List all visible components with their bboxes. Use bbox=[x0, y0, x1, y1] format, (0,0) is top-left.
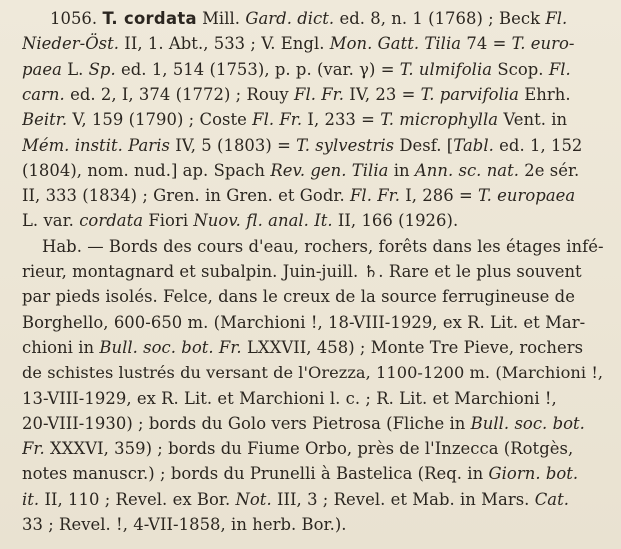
italic-text: T. parvifolia bbox=[420, 84, 520, 104]
text-line bbox=[22, 436, 606, 462]
text-segment: Ehrh. bbox=[519, 84, 571, 104]
italic-text: carn. bbox=[22, 84, 65, 104]
text-segment: in bbox=[388, 160, 415, 180]
text-segment: Fiori bbox=[143, 211, 194, 231]
text-line bbox=[22, 133, 606, 159]
italic-text: Fl. bbox=[548, 59, 571, 79]
text-line bbox=[22, 57, 606, 83]
italic-text: T. europaea bbox=[478, 186, 576, 206]
text-line bbox=[22, 82, 606, 108]
text-segment: 13-VIII-1929, ex R. Lit. et Marchioni l. c. ; R. Lit. et Marchioni !, bbox=[22, 388, 557, 408]
text-segment: IV, 5 (1803) = bbox=[169, 135, 297, 155]
italic-text: cordata bbox=[79, 211, 144, 231]
text-segment: Hab. — Bords des cours d'eau, rochers, forêts dans les étages infé- bbox=[42, 236, 604, 256]
text-segment: ed. 8, n. 1 (1768) ; Beck bbox=[334, 9, 546, 28]
text-segment: II, 166 (1926). bbox=[332, 211, 459, 231]
species-name: T. cordata bbox=[102, 9, 197, 28]
text-segment: (1804), nom. nud.] ap. Spach bbox=[22, 160, 271, 180]
text-segment: V, 159 (1790) ; Coste bbox=[67, 110, 253, 130]
italic-text: Ann. sc. nat. bbox=[414, 160, 520, 180]
italic-text: T. ulmifolia bbox=[399, 59, 493, 79]
text-segment: de schistes lustrés du versant de l'Orezza, 1100-1200 m. (Marchioni !, bbox=[22, 363, 604, 383]
italic-text: Fl. bbox=[545, 9, 568, 28]
text-line bbox=[22, 360, 606, 386]
text-segment: LXXVII, 458) ; Monte Tre Pieve, rochers bbox=[241, 337, 584, 357]
text-line bbox=[22, 487, 606, 513]
text-segment: Borghello, 600-650 m. (Marchioni !, 18-VIII-1929, ex R. Lit. et Mar- bbox=[22, 312, 586, 332]
italic-text: Cat. bbox=[534, 489, 570, 509]
italic-text: Sp. bbox=[88, 59, 116, 79]
text-segment: ed. 1, 152 bbox=[493, 135, 583, 155]
text-segment: 2e sér. bbox=[519, 160, 580, 180]
italic-text: Fl. Fr. bbox=[252, 110, 303, 130]
text-segment: 1056. bbox=[50, 9, 103, 28]
text-line bbox=[22, 208, 606, 234]
italic-text: T. euro- bbox=[511, 34, 575, 54]
italic-text: Mon. Gatt. Tilia bbox=[329, 34, 462, 54]
text-line bbox=[22, 461, 606, 487]
text-segment: I, 286 = bbox=[400, 186, 479, 206]
italic-text: Fr. bbox=[22, 439, 45, 459]
text-segment: III, 3 ; Revel. et Mab. in Mars. bbox=[271, 489, 535, 509]
italic-text: Gard. dict. bbox=[245, 9, 335, 28]
text-segment: rieur, montagnard et subalpin. Juin-juill. ♄. Rare et le plus souvent bbox=[22, 262, 582, 281]
text-line bbox=[22, 259, 606, 285]
italic-text: Nuov. fl. anal. It. bbox=[193, 211, 333, 231]
italic-text: Giorn. bot. bbox=[488, 464, 579, 484]
text-line bbox=[22, 386, 606, 412]
text-segment: L. var. bbox=[22, 211, 80, 231]
text-segment: L. bbox=[61, 59, 89, 79]
italic-text: Nieder-Öst. bbox=[22, 34, 120, 54]
text-line bbox=[22, 335, 606, 361]
text-segment: par pieds isolés. Felce, dans le creux de la source ferrugineuse de bbox=[22, 287, 575, 307]
text-line bbox=[22, 183, 606, 209]
italic-text: Fl. Fr. bbox=[349, 186, 400, 206]
italic-text: Not. bbox=[235, 489, 272, 509]
text-segment: XXXVI, 359) ; bords du Fiume Orbo, près de l'Inzecca (Rotgès, bbox=[44, 439, 574, 459]
text-line bbox=[22, 512, 606, 538]
text-segment: II, 333 (1834) ; Gren. in Gren. et Godr. bbox=[22, 186, 350, 206]
text-segment: ed. 2, I, 374 (1772) ; Rouy bbox=[64, 84, 295, 104]
text-line bbox=[22, 411, 606, 437]
text-segment: 33 ; Revel. !, 4-VII-1858, in herb. Bor.). bbox=[22, 515, 347, 534]
text-segment: Desf. [ bbox=[394, 135, 454, 155]
text-line bbox=[22, 107, 606, 133]
italic-text: Beitr. bbox=[22, 110, 68, 130]
text-segment: IV, 23 = bbox=[344, 84, 421, 104]
text-segment: Scop. bbox=[492, 59, 549, 79]
text-segment: chioni in bbox=[22, 337, 100, 357]
italic-text: Bull. soc. bot. Fr. bbox=[99, 337, 242, 357]
italic-text: paea bbox=[22, 59, 62, 79]
text-segment: I, 233 = bbox=[302, 110, 381, 130]
text-segment: II, 1. Abt., 533 ; V. Engl. bbox=[119, 34, 330, 54]
text-line bbox=[42, 234, 606, 260]
text-segment: Mill. bbox=[196, 9, 246, 28]
text-line bbox=[22, 284, 606, 310]
italic-text: Fl. Fr. bbox=[294, 84, 345, 104]
text-segment: II, 110 ; Revel. ex Bor. bbox=[39, 489, 236, 509]
text-line bbox=[50, 6, 606, 32]
text-line bbox=[22, 31, 606, 57]
italic-text: Bull. soc. bot. bbox=[470, 413, 585, 433]
text-segment: 20-VIII-1930) ; bords du Golo vers Pietrosa (Fliche in bbox=[22, 413, 471, 433]
text-segment: notes manuscr.) ; bords du Prunelli à Bastelica (Req. in bbox=[22, 464, 489, 484]
italic-text: T. sylvestris bbox=[296, 135, 395, 155]
text-segment: 74 = bbox=[461, 34, 512, 54]
italic-text: Mém. instit. Paris bbox=[22, 135, 170, 155]
text-line bbox=[22, 158, 606, 184]
text-line bbox=[22, 310, 606, 336]
italic-text: Rev. gen. Tilia bbox=[270, 160, 389, 180]
text-segment: Vent. in bbox=[498, 110, 568, 130]
italic-text: Tabl. bbox=[453, 135, 494, 155]
italic-text: it. bbox=[22, 489, 40, 509]
text-segment: ed. 1, 514 (1753), p. p. (var. γ) = bbox=[115, 59, 400, 79]
italic-text: T. microphylla bbox=[380, 110, 499, 130]
